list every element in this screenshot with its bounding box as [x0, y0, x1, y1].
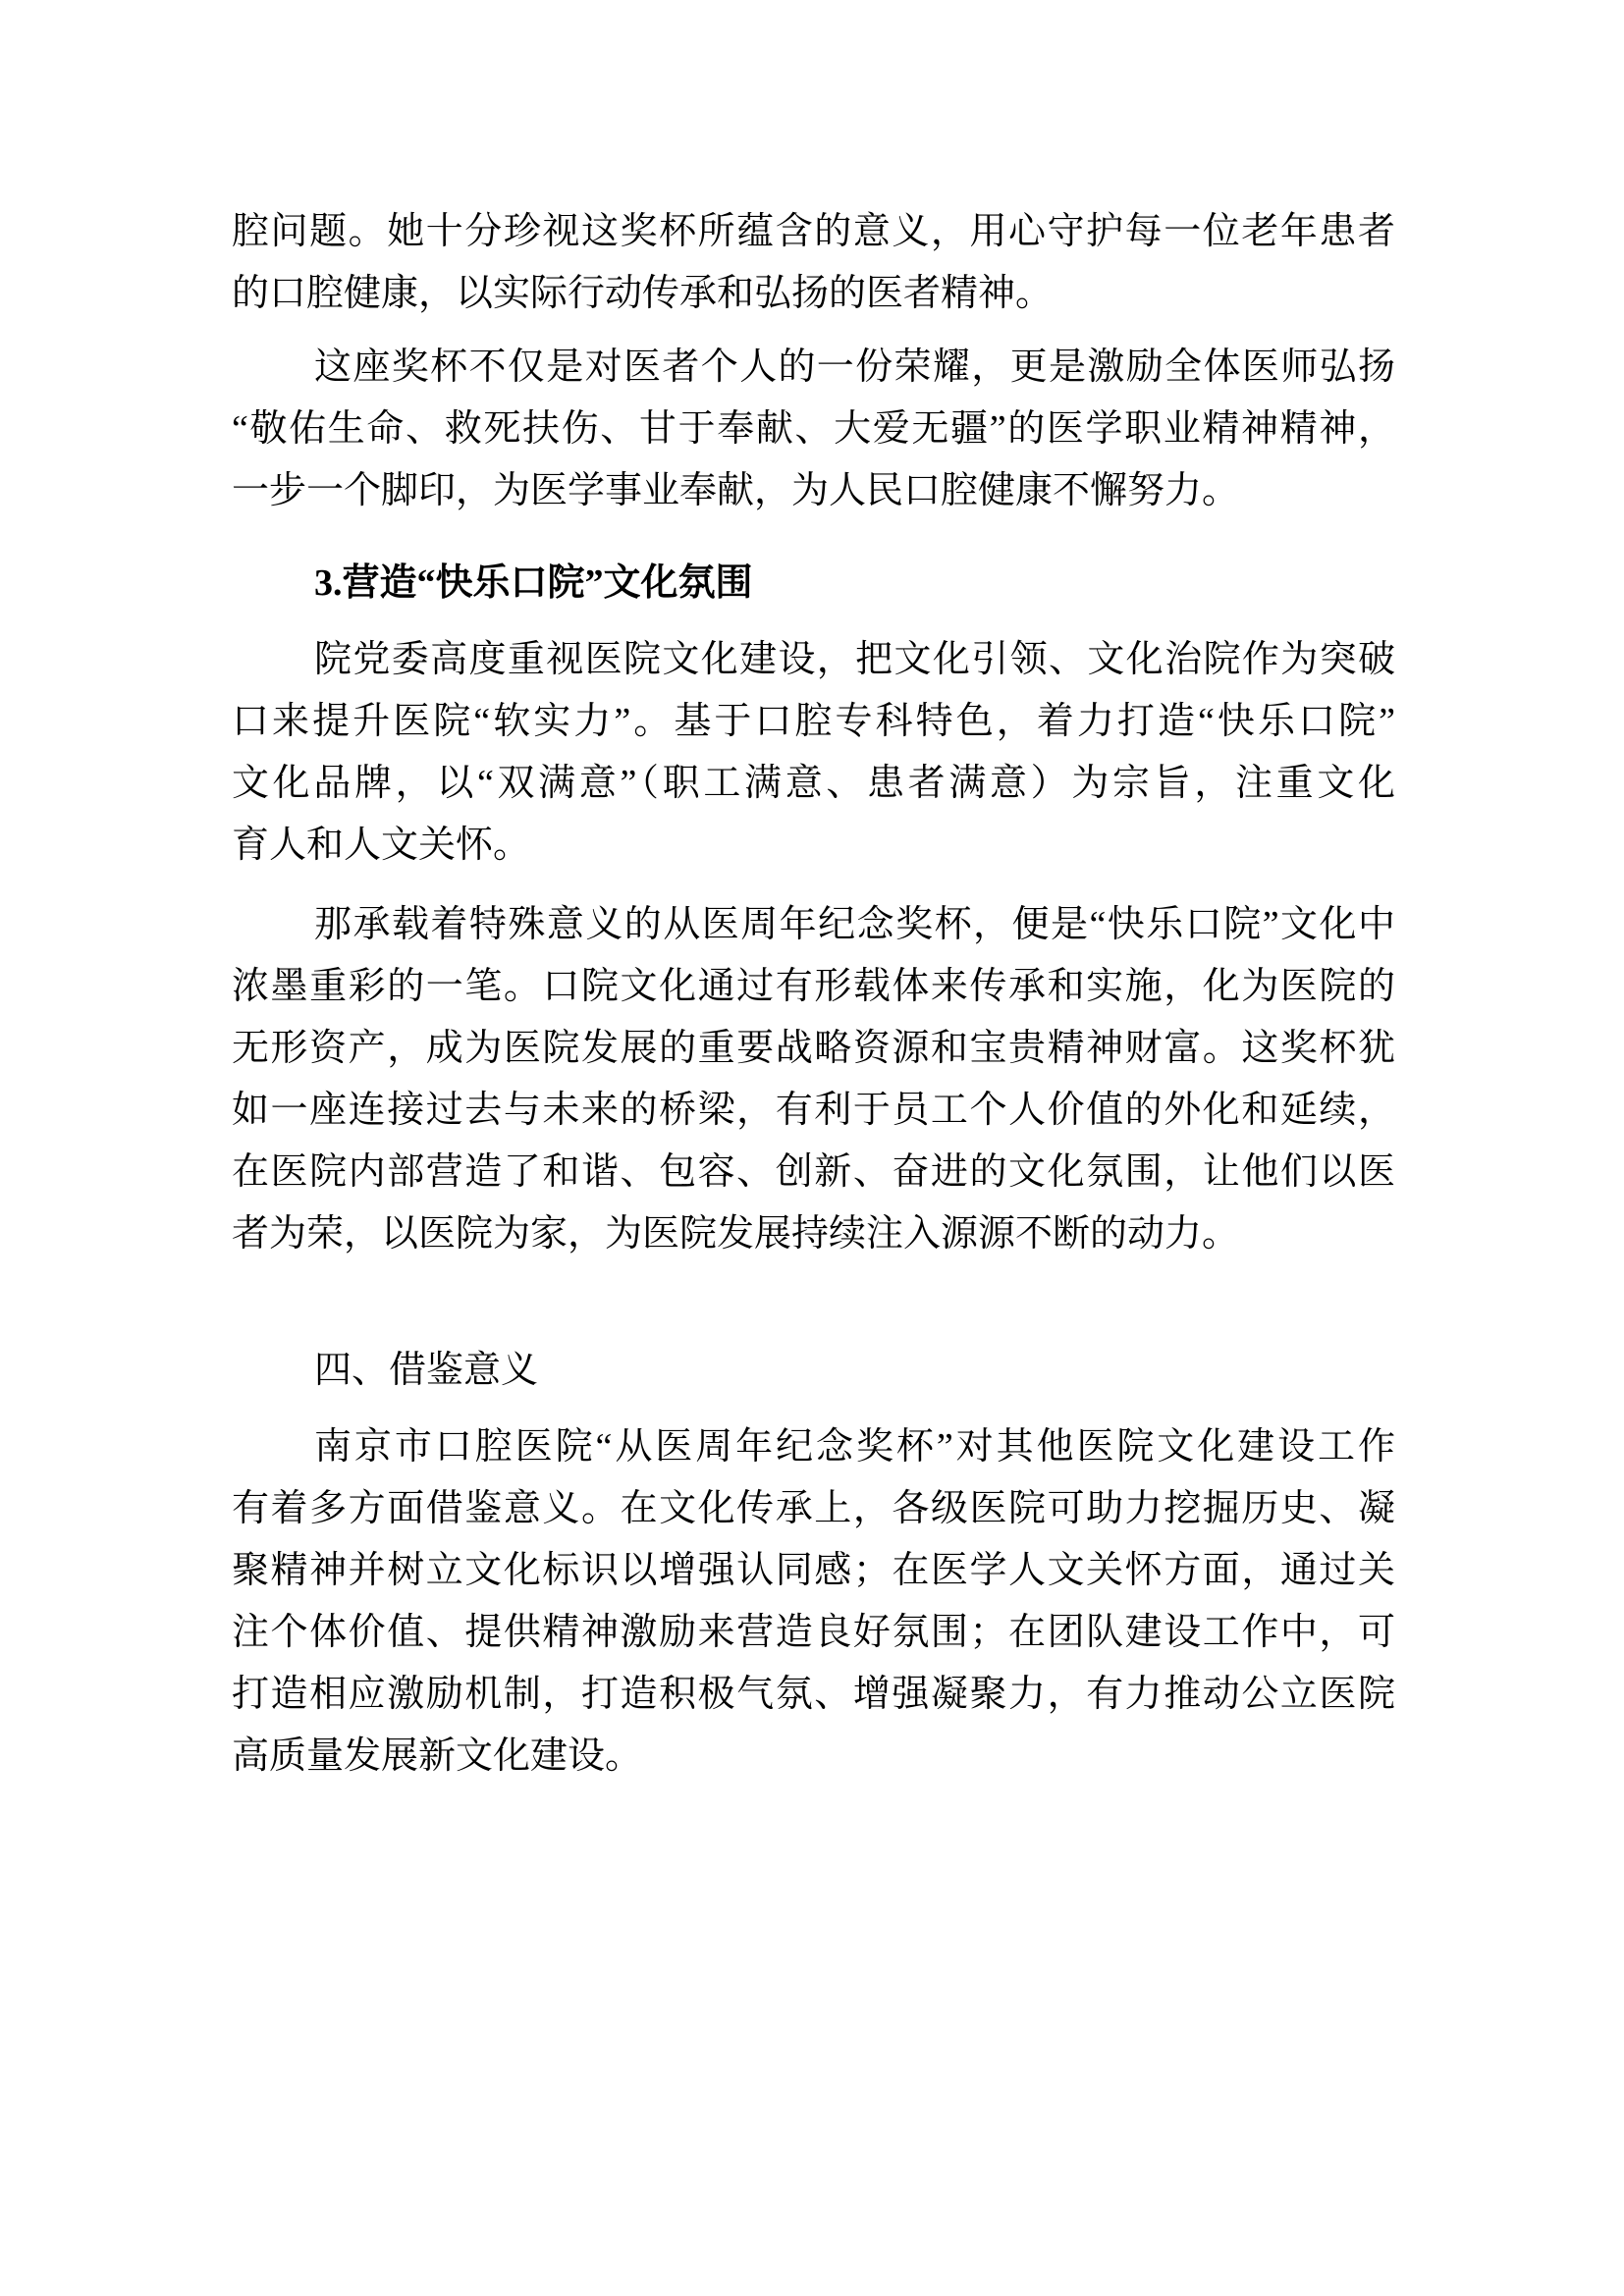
paragraph-trophy-culture: [232, 894, 1395, 1265]
text-line: 打造相应激励机制，打造积极气氛、增强凝聚力，有力推动公立医院: [232, 1674, 1395, 1715]
paragraph-continuation: [232, 201, 1395, 325]
text-line: 注个体价值、提供精神激励来营造良好氛围；在团队建设工作中，可: [232, 1612, 1395, 1653]
paragraph-trophy-honor: [232, 337, 1395, 522]
text-line: 如一座连接过去与未来的桥梁，有利于员工个人价值的外化和延续，: [232, 1090, 1395, 1131]
paragraph-reference-significance: [232, 1416, 1395, 1788]
text-line: 者为荣，以医院为家，为医院发展持续注入源源不断的动力。: [232, 1213, 1240, 1255]
text-line: 这座奖杯不仅是对医者个人的一份荣耀，更是激励全体医师弘扬: [314, 347, 1395, 388]
text-line: 高质量发展新文化建设。: [232, 1735, 643, 1777]
paragraph-culture-brand: [232, 629, 1395, 877]
text-line: 南京市口腔医院“从医周年纪念奖杯”对其他医院文化建设工作: [314, 1426, 1395, 1468]
text-line: 浓墨重彩的一笔。口院文化通过有形载体来传承和实施，化为医院的: [232, 966, 1395, 1007]
text-line: 文化品牌，以“双满意”（职工满意、患者满意）为宗旨，注重文化: [232, 763, 1395, 804]
heading-text: 四、借鉴意义: [314, 1350, 539, 1391]
text-line: 无形资产，成为医院发展的重要战略资源和宝贵精神财富。这奖杯犹: [232, 1028, 1395, 1069]
text-line: 聚精神并树立文化标识以增强认同感；在医学人文关怀方面，通过关: [232, 1550, 1395, 1591]
text-line: “敬佑生命、救死扶伤、甘于奉献、大爱无疆”的医学职业精神精神，: [232, 408, 1395, 450]
section-heading-4: [232, 1340, 1395, 1402]
text-line: 那承载着特殊意义的从医周年纪念奖杯，便是“快乐口院”文化中: [314, 904, 1395, 945]
text-line: 腔问题。她十分珍视这奖杯所蕴含的意义，用心守护每一位老年患者: [232, 211, 1395, 252]
text-line: 在医院内部营造了和谐、包容、创新、奋进的文化氛围，让他们以医: [232, 1151, 1395, 1193]
text-line: 口来提升医院“软实力”。基于口腔专科特色，着力打造“快乐口院”: [232, 701, 1395, 742]
section-heading-3: [232, 553, 1395, 614]
text-line: 的口腔健康，以实际行动传承和弘扬的医者精神。: [232, 273, 1054, 314]
text-line: 育人和人文关怀。: [232, 825, 531, 866]
text-line: 有着多方面借鉴意义。在文化传承上，各级医院可助力挖掘历史、凝: [232, 1488, 1395, 1529]
document-body: [232, 201, 1395, 1788]
text-line: 一步一个脚印，为医学事业奉献，为人民口腔健康不懈努力。: [232, 470, 1240, 511]
heading-text: 3.营造“快乐口院”文化氛围: [314, 562, 753, 604]
text-line: 院党委高度重视医院文化建设，把文化引领、文化治院作为突破: [314, 639, 1395, 680]
